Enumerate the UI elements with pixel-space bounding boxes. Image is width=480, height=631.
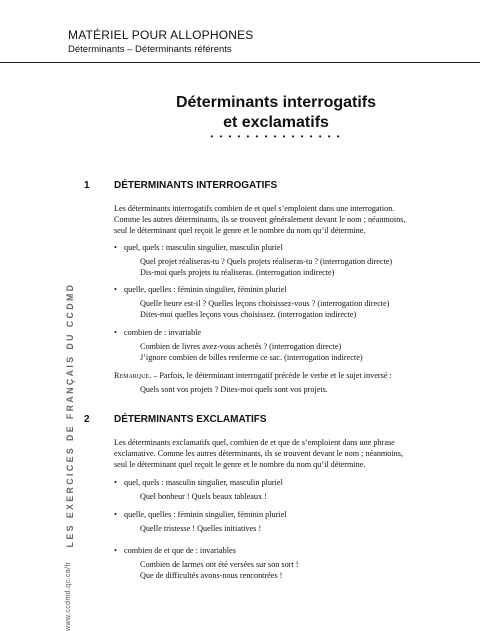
section-2-intro [114,437,464,470]
page-title-line1: Déterminants interrogatifs [175,94,377,111]
section-2-title: DÉTERMINANTS EXCLAMATIFS [114,414,267,425]
example-line: J’ignore combien de billes renferme ce sac. (interrogation indirecte) [140,353,363,362]
intro-line: seul le déterminant quel reçoit le genre et le nombre du nom qu’il détermine. [114,226,366,235]
bullet-text: quelle, quelles : féminin singulier, féminin pluriel [124,285,287,294]
sidebar-brand: LES EXERCICES DE FRANÇAIS DU CCDMD [65,282,75,548]
remark-text: – Parfois, le déterminant interrogatif précède le verbe et le sujet inversé : [151,371,392,380]
bullet-item [114,477,283,488]
section-2-number: 2 [84,414,90,425]
remark [114,370,464,381]
intro-line: exclamative. Comme les autres déterminants, ils se trouvent devant le nom ; néanmoins, [114,449,403,458]
section-1-intro [114,203,464,236]
title-dots: • • • • • • • • • • • • • • • [210,132,342,141]
intro-line: seul le déterminant quel reçoit le genre et le nombre du nom qu’il détermine. [114,460,366,469]
bullet-item [114,509,286,520]
bullet-item [114,545,236,556]
header-subtitle: Déterminants – Déterminants référents [68,44,232,55]
bullet-item [114,327,201,338]
intro-line: Les déterminants interrogatifs combien de et quel s’emploient dans une interrogation. [114,204,395,213]
example-line: Dites-moi quelles leçons vous choisissez. (interrogation indirecte) [140,310,357,319]
bullet-item [114,242,283,253]
section-2-heading [84,414,267,425]
header-title: MATÉRIEL POUR ALLOPHONES [68,28,254,42]
bullet-text: quel, quels : masculin singulier, masculin pluriel [124,478,283,487]
bullet-text: quelle, quelles : féminin singulier, féminin pluriel [124,510,287,519]
page-header [68,28,254,55]
bullet-text: combien de et que de : invariables [124,546,236,555]
remark-label: Remarque. [114,371,152,380]
example-line: Quel projet réaliseras-tu ? Quels projets réaliseras-tu ? (interrogation directe) [140,257,393,266]
example-line: Quelle heure est-il ? Quelles leçons choisissez-vous ? (interrogation directe) [140,299,390,308]
section-1-number: 1 [84,180,90,191]
example-line: Combien de larmes ont été versées sur son sort ! [140,560,299,569]
intro-line: Les déterminants exclamatifs quel, combien de et que de s’emploient dans une phrase [114,438,395,447]
section-1-heading [84,180,277,191]
remark-example: Quels sont vos projets ? Dites-moi quels sont vos projets. [140,385,328,394]
section-1-title: DÉTERMINANTS INTERROGATIFS [114,180,278,191]
bullet-text: combien de : invariable [124,328,202,337]
example-line: Quelle tristesse ! Quelles initiatives ! [140,524,262,533]
sidebar-url: www.ccdmd.qc.ca/fr [65,561,72,631]
intro-line: Comme les autres déterminants, ils se trouvent généralement devant le nom ; néanmoins, [114,215,406,224]
sidebar-vertical-text [65,265,79,631]
example-line: Que de difficultés avons-nous rencontrées ! [140,571,283,580]
bullet-item [114,284,286,295]
header-divider [0,62,480,63]
example-line: Dis-moi quels projets tu réaliseras. (interrogation indirecte) [140,268,335,277]
example-line: Combien de livres avez-vous achetés ? (interrogation directe) [140,342,342,351]
page-title [100,93,452,133]
bullet-text: quel, quels : masculin singulier, masculin pluriel [124,243,283,252]
example-line: Quel bonheur ! Quels beaux tableaux ! [140,492,267,501]
page-title-line2: et exclamatifs [223,114,329,131]
